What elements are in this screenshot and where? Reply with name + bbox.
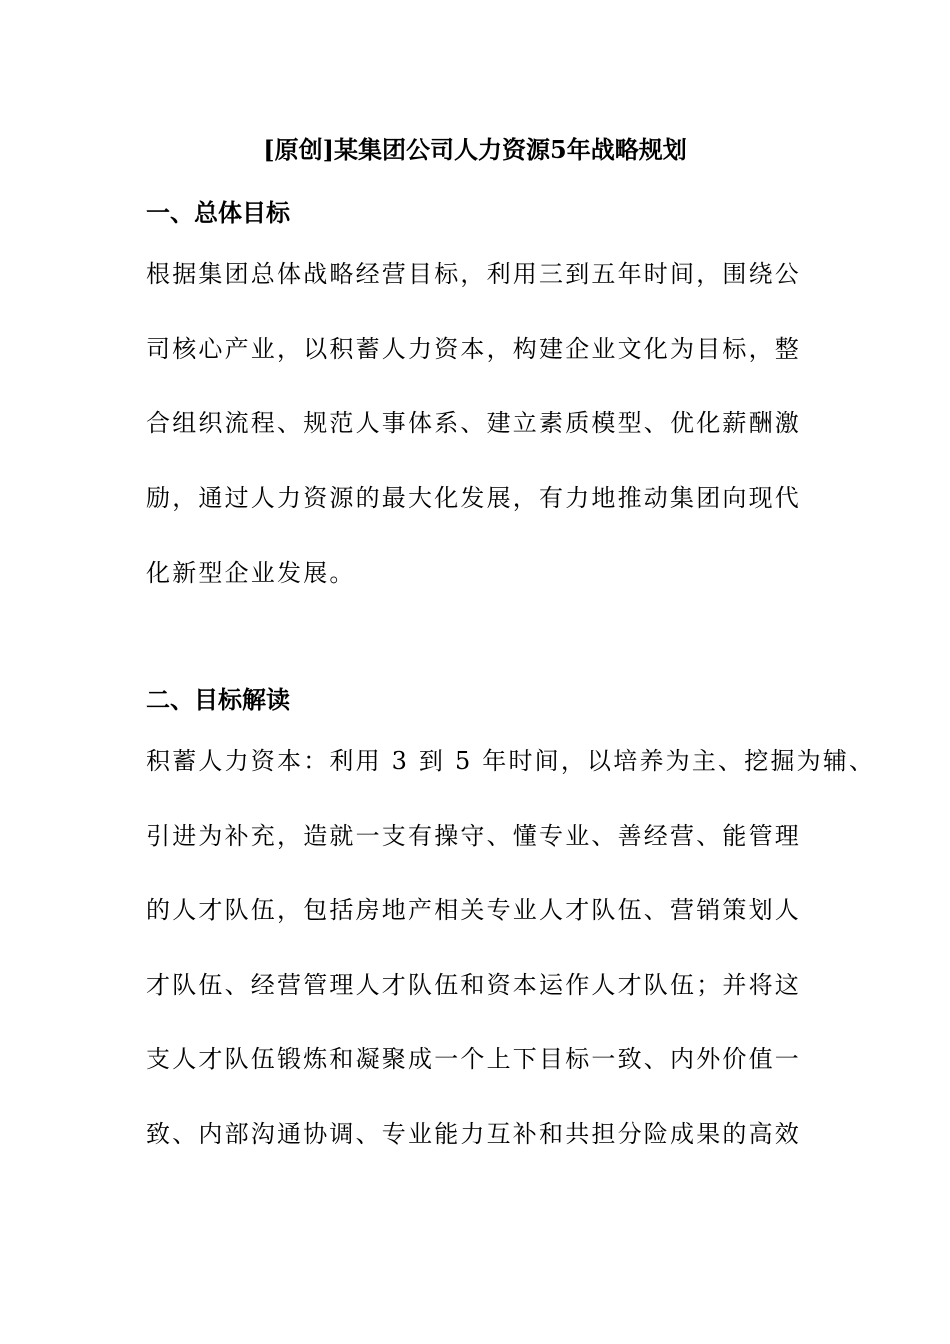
paragraph-line: 励，通过人力资源的最大化发展，有力地推动集团向现代 — [146, 484, 801, 512]
paragraph-line: 致、内部沟通协调、专业能力互补和共担分险成果的高效 — [146, 1120, 801, 1148]
document-title: [原创]某集团公司人力资源5年战略规划 — [263, 135, 687, 164]
paragraph-line: 才队伍、经营管理人才队伍和资本运作人才队伍；并将这 — [146, 971, 801, 999]
paragraph-line: 司核心产业，以积蓄人力资本，构建企业文化为目标，整 — [146, 335, 801, 363]
section-heading-goal-interpretation: 二、目标解读 — [146, 685, 290, 714]
paragraph-line: 积蓄人力资本：利用 3 到 5 年时间，以培养为主、挖掘为辅、 — [146, 747, 876, 775]
paragraph-line: 引进为补充，造就一支有操守、懂专业、善经营、能管理 — [146, 822, 801, 850]
paragraph-line: 的人才队伍，包括房地产相关专业人才队伍、营销策划人 — [146, 896, 801, 924]
section-heading-overall-goal: 一、总体目标 — [146, 198, 290, 227]
paragraph-line: 化新型企业发展。 — [146, 559, 356, 587]
paragraph-line: 支人才队伍锻炼和凝聚成一个上下目标一致、内外价值一 — [146, 1045, 801, 1073]
paragraph-line: 根据集团总体战略经营目标，利用三到五年时间，围绕公 — [146, 260, 801, 288]
paragraph-line: 合组织流程、规范人事体系、建立素质模型、优化薪酬激 — [146, 409, 801, 437]
